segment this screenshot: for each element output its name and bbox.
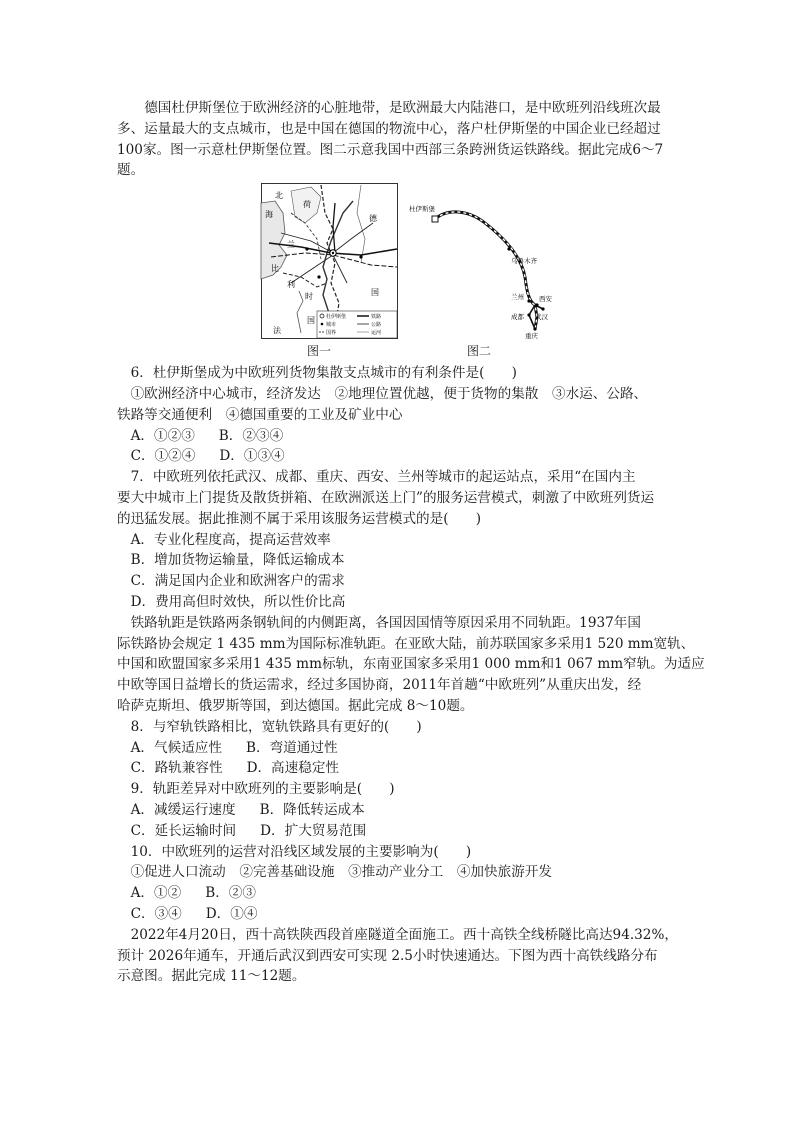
label-guo: 国: [371, 288, 379, 298]
q7-line1: 7．中欧班列依托武汉、成都、重庆、西安、兰州等城市的起运站点，采用“在国内主: [130, 469, 636, 486]
figure2-route: [407, 197, 552, 341]
city-wuhan: 武汉: [535, 313, 548, 322]
label-he: 荷: [303, 200, 311, 210]
intro2-line1: 铁路轨距是铁路两条钢轨间的内侧距离，各国因国情等原因采用不同轨距。1937年国: [130, 614, 641, 631]
figure-row: [117, 183, 683, 361]
q6-option-c[interactable]: C．①②④: [130, 448, 196, 465]
q9-option-d[interactable]: D．扩大贸易范围: [260, 822, 367, 839]
intro2-line4: 中欧等国日益增长的货运需求，经过多国协商，2011年首趟“中欧班列”从重庆出发，经: [117, 677, 642, 694]
q10-stem: 10．中欧班列的运营对沿线区域发展的主要影响为( ): [130, 843, 472, 860]
label-lan: 兰: [287, 240, 295, 250]
q8-option-c[interactable]: C．路轨兼容性: [130, 760, 223, 777]
q8-options-row2: [117, 758, 683, 779]
legend-city: 城市: [326, 322, 337, 329]
q6-items-line2: 铁路等交通便利 ④德国重要的工业及矿业中心: [117, 406, 403, 423]
q8-options-row1: [117, 738, 683, 759]
figure2-caption: 图二: [467, 344, 492, 359]
intro2-line2: 际铁路协会规定 1 435 mm为国际标准轨距。在亚欧大陆，前苏联国家多采用1 520 mm宽轨、: [117, 635, 695, 652]
city-lanzhou: 兰州: [511, 293, 524, 302]
q10-options-row2: [117, 904, 683, 925]
intro2-line5: 哈萨克斯坦、俄罗斯等国，到达德国。据此完成 8～10题。: [117, 697, 474, 714]
q9-stem: 9．轨距差异对中欧班列的主要影响是( ): [130, 781, 395, 798]
figure1-caption: 图一: [307, 344, 332, 359]
label-sea: 海: [265, 210, 273, 220]
q7-option-c[interactable]: C．满足国内企业和欧洲客户的需求: [130, 573, 345, 590]
intro1-line2: 多、运量最大的支点城市，也是中国在德国的物流中心，落户杜伊斯堡的中国企业已经超过: [117, 120, 661, 137]
label-li: 利: [287, 280, 295, 290]
q8-option-b[interactable]: B．弯道通过性: [245, 739, 338, 756]
q8-stem: 8．与窄轨铁路相比，宽轨铁路具有更好的( ): [130, 718, 422, 735]
q7-line2: 要大中城市上门提货及散货拼箱、在欧洲派送上门”的服务运营模式，刺激了中欧班列货运: [117, 489, 655, 506]
legend-border: 国界: [326, 330, 337, 337]
intro1-line4: 题。: [117, 162, 145, 179]
legend-highway: 公路: [371, 322, 382, 329]
q9-options-row1: [117, 800, 683, 821]
q10-option-c[interactable]: C．③④: [130, 905, 182, 922]
exam-page: [117, 98, 705, 987]
figure1-map: [261, 183, 398, 339]
q6-option-b[interactable]: B．②③④: [218, 427, 284, 444]
intro3-line3: 示意图。据此完成 11～12题。: [117, 968, 306, 985]
intro1-line1: 德国杜伊斯堡位于欧洲经济的心脏地带，是欧洲最大内陆港口，是中欧班列沿线班次最: [144, 100, 661, 116]
legend-railway: 铁路: [371, 314, 382, 321]
label-bi: 比: [271, 264, 279, 274]
q10-option-b[interactable]: B．②③: [205, 885, 256, 902]
q6-option-a[interactable]: A．①②③: [130, 427, 195, 444]
q6-options-row1: [117, 426, 683, 447]
label-fa: 法: [273, 326, 281, 336]
legend-duisburg: 杜伊斯堡: [326, 314, 347, 321]
q6-options-row2: [117, 446, 683, 467]
q9-options-row2: [117, 821, 683, 842]
q7-option-d[interactable]: D．费用高但时效快，所以性价比高: [130, 593, 346, 610]
city-duisburg: 杜伊斯堡: [409, 205, 435, 214]
city-xian: 西安: [539, 295, 552, 304]
intro3-line2: 预计 2026年通车，开通后武汉到西安可实现 2.5小时快速通达。下图为西十高铁线路分布: [117, 947, 658, 964]
q7-option-a[interactable]: A．专业化程度高，提高运营效率: [130, 531, 331, 548]
label-fa-guo: 国: [307, 316, 315, 326]
q10-options-row1: [117, 883, 683, 904]
label-north: 北: [275, 191, 283, 201]
city-urumqi: 乌鲁木齐: [511, 257, 537, 266]
q8-option-a[interactable]: A．气候适应性: [130, 739, 222, 756]
city-chongqing: 重庆: [525, 332, 538, 341]
q7-option-b[interactable]: B．增加货物运输量，降低运输成本: [130, 552, 345, 569]
q8-option-d[interactable]: D．高速稳定性: [246, 760, 340, 777]
q9-option-b[interactable]: B．降低转运成本: [259, 801, 365, 818]
q10-items: ①促进人口流动 ②完善基础设施 ③推动产业分工 ④加快旅游开发: [130, 864, 552, 881]
q7-line3: 的迅猛发展。据此推测不属于采用该服务运营模式的是( ): [117, 510, 482, 527]
q6-stem: 6．杜伊斯堡成为中欧班列货物集散支点城市的有利条件是( ): [130, 365, 517, 382]
q6-option-d[interactable]: D．①③④: [219, 448, 285, 465]
legend-canal: 运河: [371, 330, 382, 337]
q9-option-c[interactable]: C．延长运输时间: [130, 822, 237, 839]
q6-items-line1: ①欧洲经济中心城市，经济发达 ②地理位置优越，便于货物的集散 ③水运、公路、: [130, 385, 648, 402]
intro2-line3: 中国和欧盟国家多采用1 435 mm标轨，东南亚国家多采用1 000 mm和1 067 mm窄轨。为适应: [117, 656, 705, 673]
q9-option-a[interactable]: A．减缓运行速度: [130, 801, 236, 818]
label-shi: 时: [305, 292, 313, 302]
intro1-line3: 100家。图一示意杜伊斯堡位置。图二示意我国中西部三条跨洲货运铁路线。据此完成6～7: [117, 141, 664, 158]
city-chengdu: 成都: [511, 313, 524, 322]
q10-option-a[interactable]: A．①②: [130, 885, 182, 902]
label-de: 德: [369, 214, 377, 224]
q10-option-d[interactable]: D．①④: [205, 905, 258, 922]
intro3-line1: 2022年4月20日，西十高铁陕西段首座隧道全面施工。西十高铁全线桥隧比高达94.32%，: [130, 926, 678, 943]
